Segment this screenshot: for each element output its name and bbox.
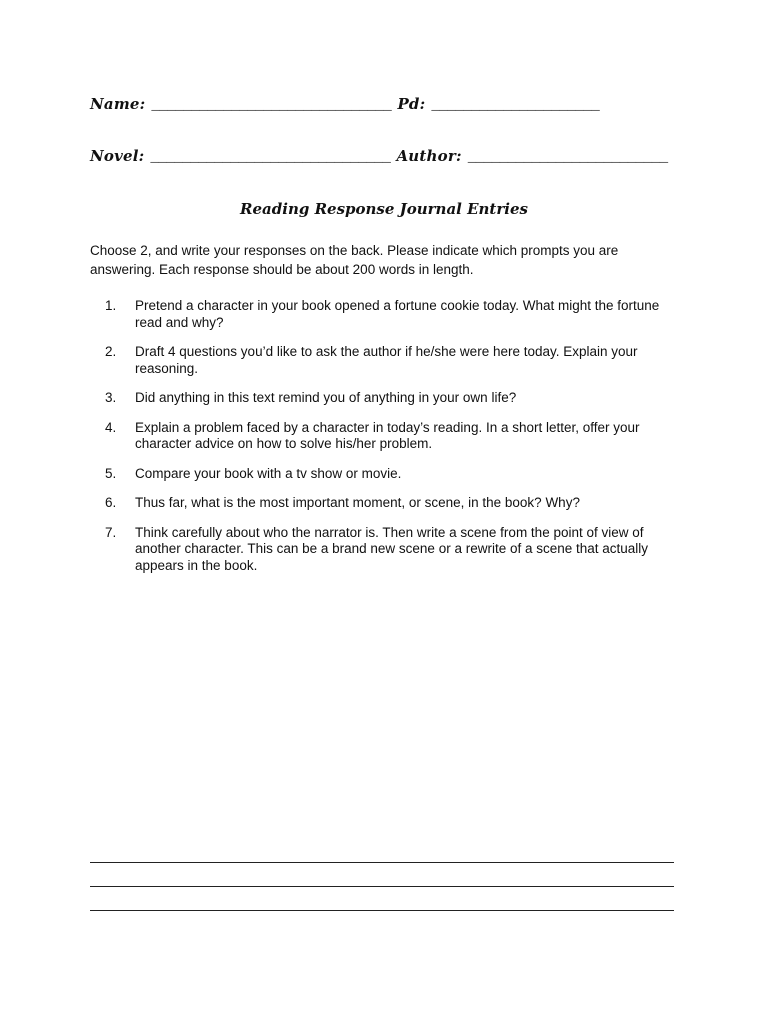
novel-label: Novel: (90, 147, 145, 165)
pd-label: Pd: (397, 95, 426, 113)
prompt-item (90, 344, 690, 377)
instructions-text: Choose 2, and write your responses on the back. Please indicate which prompts you are answering. Each response should be about 200 words in length. (90, 243, 619, 277)
prompt-number: 6. (105, 495, 117, 510)
prompt-item (90, 466, 690, 483)
prompt-text: Compare your book with a tv show or movie. (135, 465, 402, 481)
prompt-item (90, 525, 690, 575)
author-label: Author: (396, 147, 462, 165)
prompt-text: Thus far, what is the most important moment, or scene, in the book? Why? (135, 495, 580, 510)
prompt-number: 5. (105, 465, 117, 481)
name-blank-line[interactable]: ______________________________ (151, 98, 392, 114)
writing-line[interactable] (90, 886, 674, 887)
author-blank-line[interactable]: _________________________ (467, 150, 668, 166)
novel-blank-line[interactable]: ______________________________ (150, 150, 391, 166)
prompt-text: Explain a problem faced by a character in today’s reading. In a short letter, offer your character advice on how to solve his/her problem. (135, 419, 640, 451)
name-label: Name: (90, 95, 146, 113)
prompt-text: Pretend a character in your book opened a fortune cookie today. What might the fortune read and why? (135, 298, 660, 330)
prompt-text: Draft 4 questions you’d like to ask the author if he/she were here today. Explain your reasoning. (135, 344, 638, 376)
prompt-text: Did anything in this text remind you of anything in your own life? (135, 390, 517, 405)
prompt-text: Think carefully about who the narrator is. Then write a scene from the point of view of another character. This can be a brand new scene or a rewrite of a scene that actually appears in the book. (135, 524, 649, 573)
prompt-item (90, 495, 690, 512)
prompt-number: 3. (105, 390, 117, 405)
prompt-number: 7. (105, 524, 117, 540)
prompt-item (90, 298, 690, 331)
prompt-number: 4. (105, 419, 117, 435)
pd-blank-line[interactable]: _____________________ (431, 98, 600, 114)
prompt-list (90, 298, 690, 587)
prompt-number: 2. (105, 344, 117, 359)
writing-line[interactable] (90, 862, 674, 863)
prompt-item (90, 420, 690, 453)
writing-line[interactable] (90, 910, 674, 911)
prompt-item (90, 390, 690, 407)
prompt-number: 1. (105, 298, 117, 313)
name-pd-row (90, 95, 599, 114)
novel-author-row (90, 147, 668, 166)
page-heading: Reading Response Journal Entries (240, 200, 528, 218)
